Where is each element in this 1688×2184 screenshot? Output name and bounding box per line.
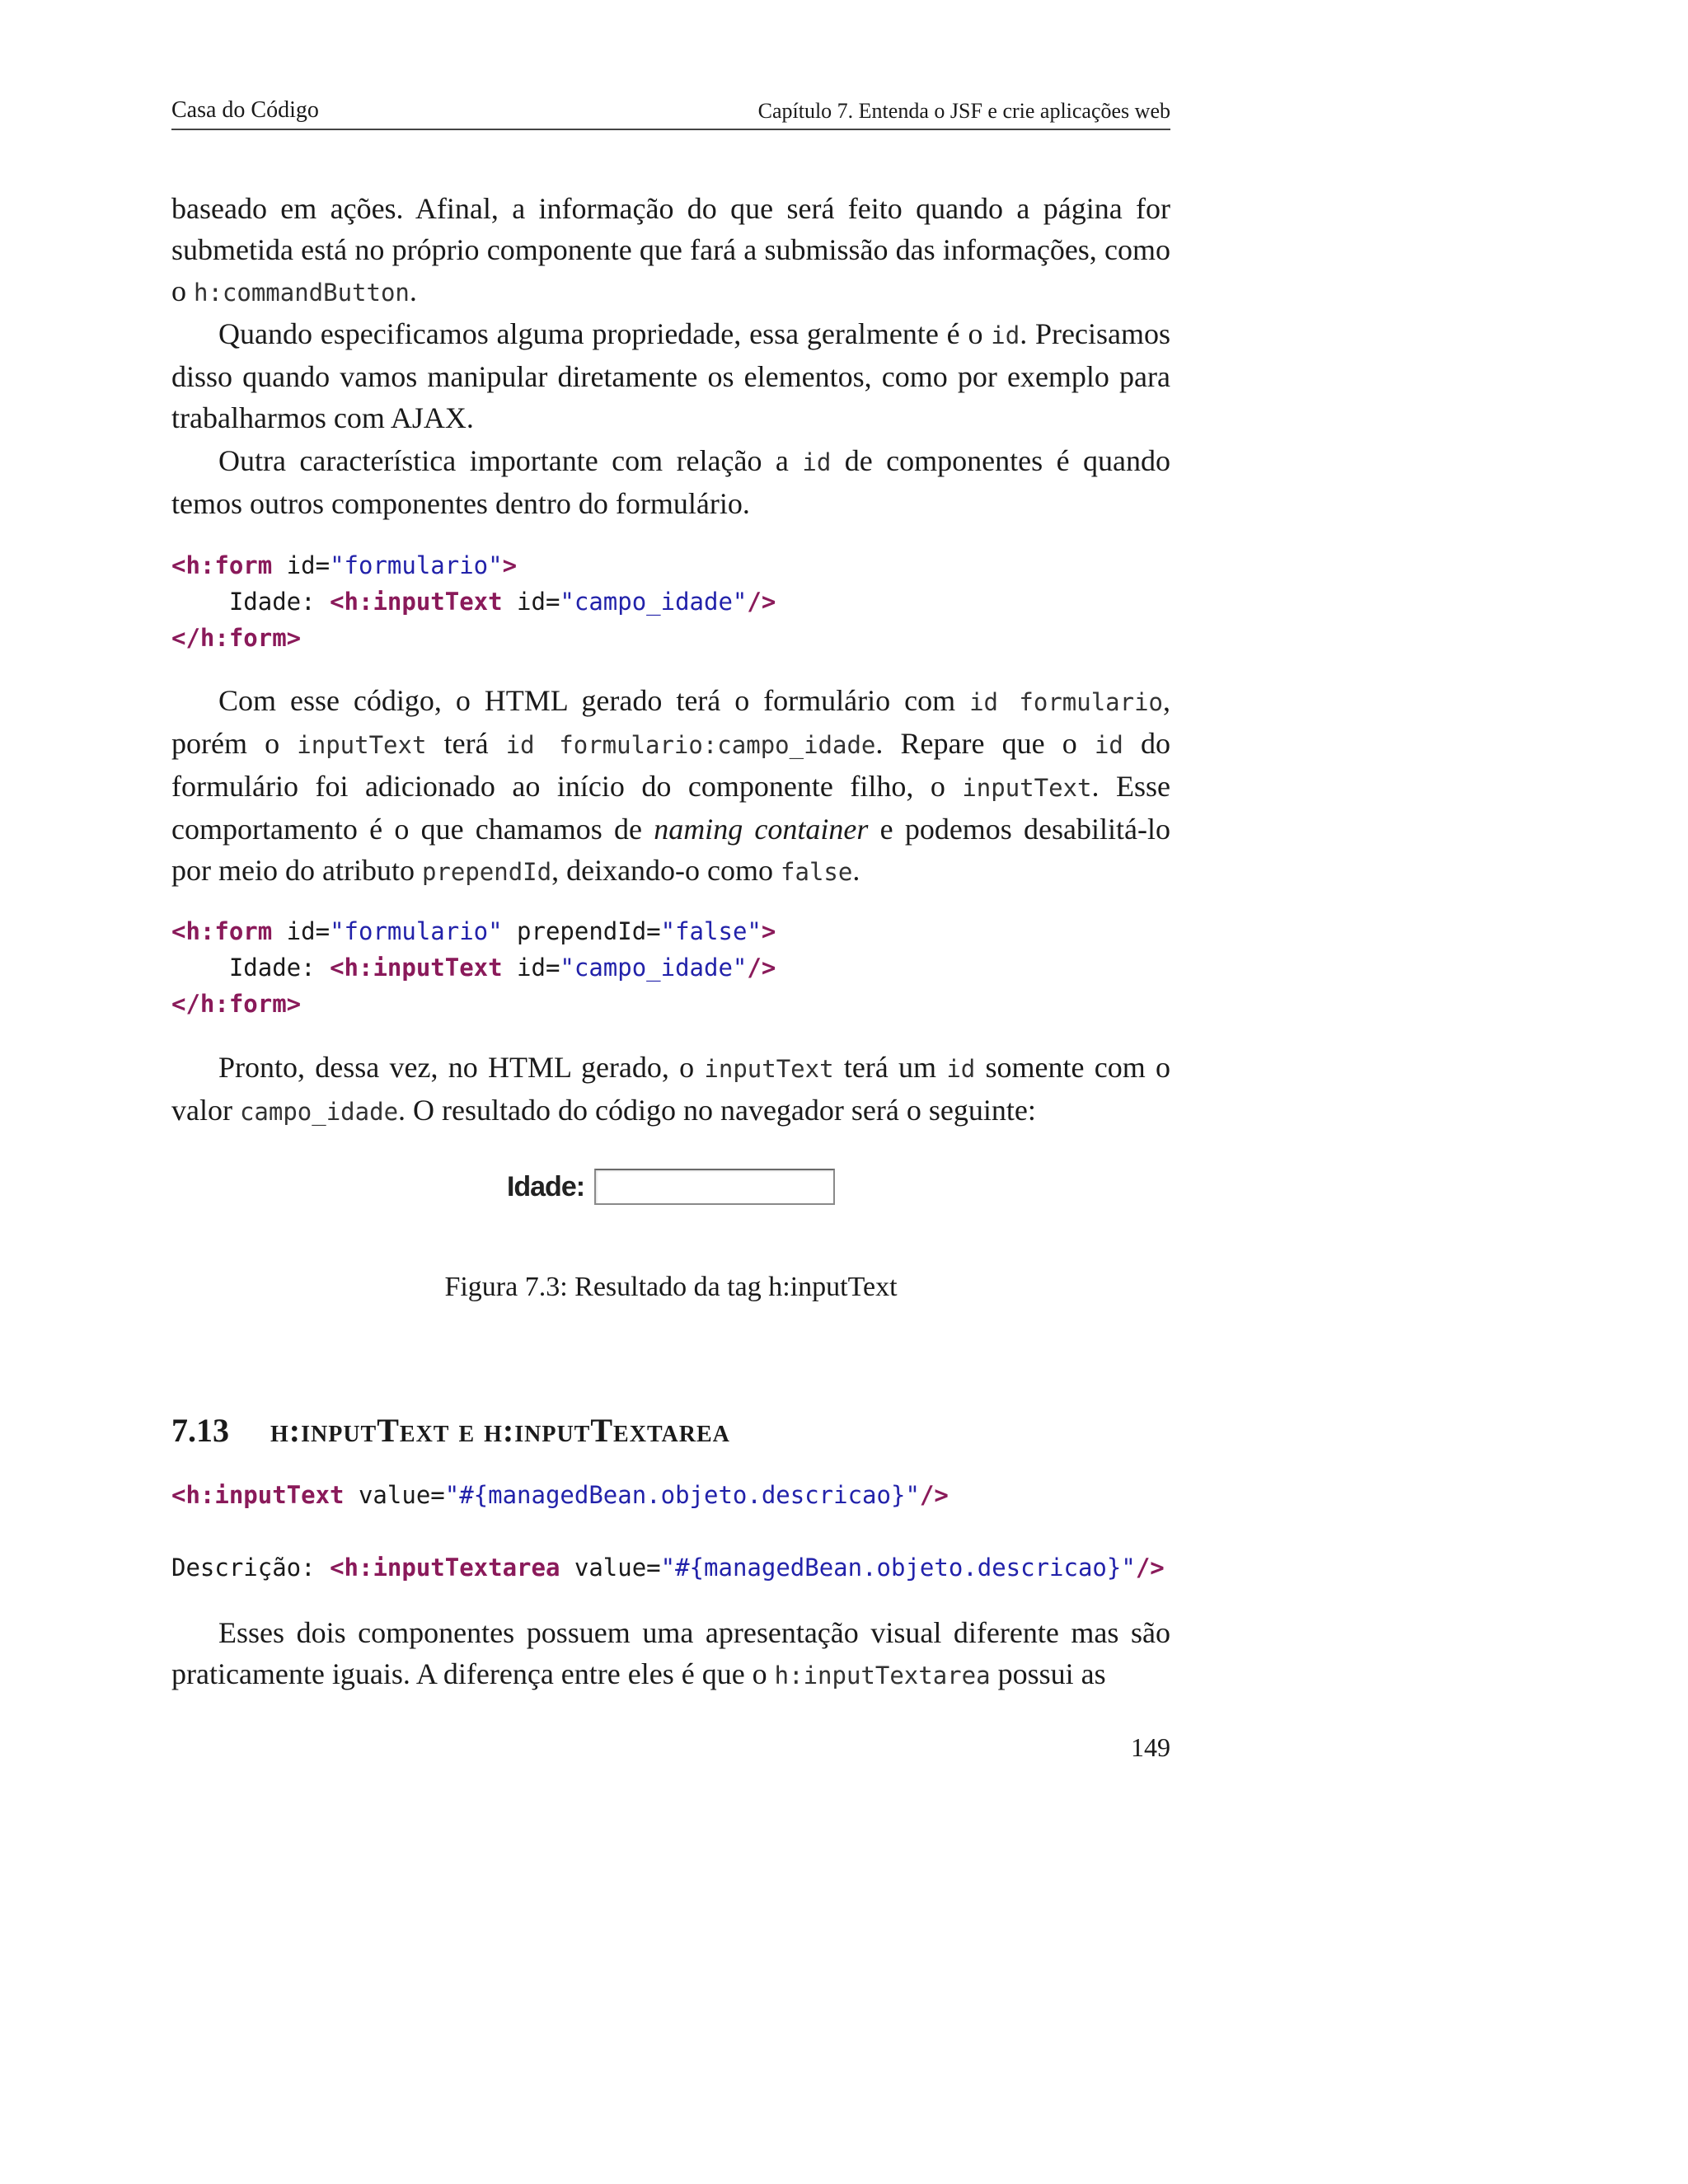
code-listing-2 (171, 913, 1170, 1022)
code-tag: <h:inputTextarea (330, 1554, 560, 1582)
code-tag: <h:inputText (171, 1481, 345, 1509)
page-number: 149 (1131, 1732, 1170, 1762)
code-attr: value= (344, 1481, 445, 1509)
inline-code: id formulario:campo_idade (505, 731, 876, 759)
inline-code: h:inputTextarea (774, 1661, 991, 1690)
code-listing-3 (171, 1477, 1170, 1513)
inline-code: id formulario (969, 688, 1163, 716)
text: do formulário foi adicionado ao início do componente filho, o (171, 727, 1171, 803)
code-tag: </h:form> (171, 990, 302, 1018)
header-chapter-title: Capítulo 7. Entenda o JSF e crie aplicações web (757, 99, 1170, 123)
code-text: Idade: (171, 954, 331, 982)
code-listing-1 (171, 547, 1170, 656)
inline-code: id (802, 448, 832, 476)
code-tag: > (761, 917, 776, 945)
code-tag: /> (747, 954, 776, 982)
text: somente com o valor (171, 1051, 1171, 1127)
code-attr: id= (502, 588, 560, 616)
text: , deixando-o como (551, 854, 781, 887)
text: Com esse código, o HTML gerado terá o formulário com (218, 684, 970, 717)
inline-code: campo_idade (239, 1098, 399, 1126)
inline-code: h:commandButton (194, 279, 410, 307)
code-tag: /> (919, 1481, 949, 1509)
section-number: 7.13 (171, 1412, 229, 1449)
header-book-title: Casa do Código (171, 97, 319, 123)
code-string: "campo_idade" (560, 954, 748, 982)
code-string: "campo_idade" (560, 588, 748, 616)
paragraph-3 (171, 440, 1170, 524)
inline-code: inputText (297, 731, 427, 759)
text: . (409, 274, 417, 307)
inline-code: id (1094, 731, 1123, 759)
code-tag: <h:form (171, 917, 273, 945)
text: Outra característica importante com relação a (218, 444, 803, 477)
code-string: "#{managedBean.objeto.descricao}" (660, 1554, 1136, 1582)
code-string: "formulario" (330, 917, 503, 945)
inline-code: id (991, 321, 1020, 349)
section-title: h:inputText e h:inputTextarea (270, 1412, 730, 1449)
code-text: Idade: (171, 588, 331, 616)
code-string: "formulario" (330, 551, 503, 579)
text: terá (426, 727, 506, 760)
code-attr: id= (502, 954, 560, 982)
inline-code: prependId (421, 858, 552, 886)
code-tag: </h:form> (171, 624, 302, 652)
running-header (171, 97, 1170, 130)
text: Pronto, dessa vez, no HTML gerado, o (218, 1051, 705, 1084)
text: . Esse comportamento é o que chamamos de (171, 770, 1170, 846)
paragraph-4 (171, 680, 1170, 893)
code-attr: id= (272, 551, 331, 579)
text: e podemos desabilitá-lo por meio do atributo (171, 813, 1170, 887)
paragraph-6 (171, 1612, 1170, 1696)
figure-caption: Figura 7.3: Resultado da tag h:inputText (444, 1272, 898, 1302)
code-tag: <h:inputText (330, 954, 503, 982)
figure-text-input (594, 1169, 835, 1205)
code-text: Descrição: (171, 1554, 331, 1582)
text: baseado em ações. Afinal, a informação do que será feito quando a página for submetida está no próprio componente que fará a submissão das informações, como o (171, 192, 1170, 307)
inline-code: inputText (962, 774, 1092, 802)
text: terá um (833, 1051, 947, 1084)
inline-code: id (946, 1055, 976, 1083)
code-tag: <h:form (171, 551, 273, 579)
inline-code: inputText (704, 1055, 834, 1083)
text: . Precisamos disso quando vamos manipular diretamente os elementos, como por exemplo para trabalharmos com AJAX. (171, 317, 1171, 434)
text: de componentes é quando temos outros componentes dentro do formulário. (171, 444, 1170, 520)
code-attr: prependId= (502, 917, 661, 945)
code-tag: <h:inputText (330, 588, 503, 616)
text: . Repare que o (875, 727, 1095, 760)
figure-idade-label: Idade: (506, 1170, 585, 1202)
code-attr: id= (272, 917, 331, 945)
inline-code: false (781, 858, 853, 886)
text: , porém o (171, 684, 1170, 760)
text: Quando especificamos alguma propriedade, essa geralmente é o (218, 317, 992, 350)
code-tag: /> (1135, 1554, 1165, 1582)
emphasis: naming container (654, 813, 869, 846)
code-string: "#{managedBean.objeto.descricao}" (444, 1481, 920, 1509)
text: . O resultado do código no navegador será o seguinte: (398, 1094, 1036, 1127)
code-attr: value= (560, 1554, 661, 1582)
figure-input-example (171, 1169, 1170, 1205)
text: possui as (990, 1657, 1106, 1690)
code-tag: > (502, 551, 518, 579)
paragraph-5 (171, 1047, 1170, 1132)
text: . (852, 854, 860, 887)
code-listing-4 (171, 1549, 1170, 1586)
paragraph-1 (171, 188, 1170, 313)
text: Esses dois componentes possuem uma apresentação visual diferente mas são praticamente iguais. A diferença entre eles é que o (171, 1616, 1170, 1690)
code-tag: /> (747, 588, 776, 616)
section-heading (171, 1411, 730, 1450)
code-string: "false" (660, 917, 762, 945)
paragraph-2 (171, 313, 1170, 438)
